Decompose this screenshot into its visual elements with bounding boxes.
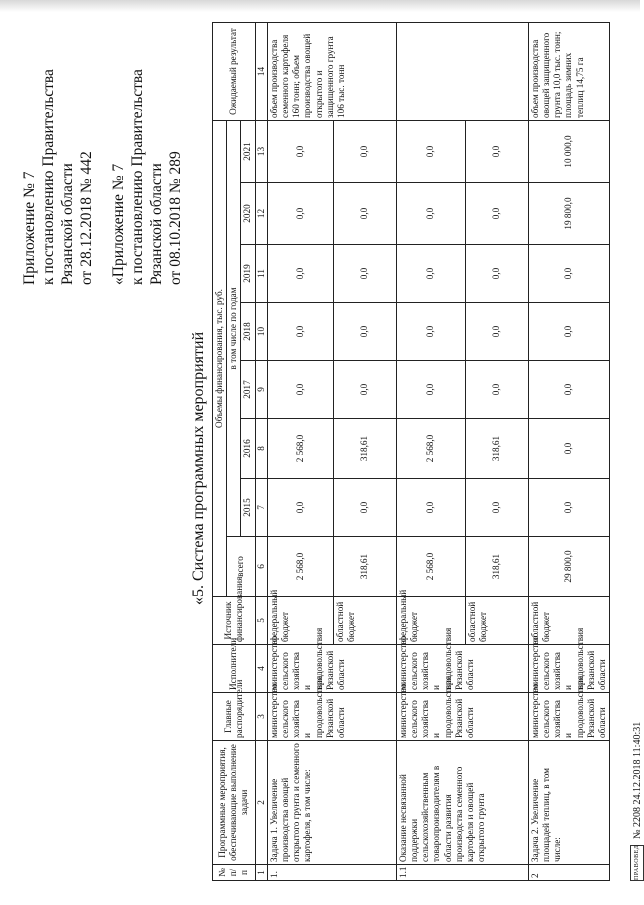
header-source: Источник финансирования: [213, 597, 256, 645]
header-total: всего: [227, 537, 255, 597]
header-line: «Приложение № 7: [110, 163, 127, 285]
table-row: [528, 22, 609, 880]
column-number: 10: [255, 303, 267, 361]
row-executors: министерство сельского хозяйства и продовольствия Рязанской области: [528, 645, 609, 693]
row-year-value: 0,0: [333, 479, 396, 537]
row-executors: министерство сельского хозяйства и продовольствия Рязанской области: [396, 645, 528, 693]
row-year-value: 0,0: [396, 361, 465, 419]
row-manager: министерство сельского хозяйства и продовольствия Рязанской области: [528, 693, 609, 741]
row-total: 318,61: [333, 537, 396, 597]
row-year-value: 2 568,0: [267, 419, 333, 479]
row-total: 29 800,0: [528, 537, 609, 597]
row-year-value: 0,0: [267, 245, 333, 303]
row-year-value: 19 800,0: [528, 183, 609, 245]
row-year-value: 0,0: [528, 303, 609, 361]
row-year-value: 0,0: [396, 303, 465, 361]
column-number: 6: [255, 537, 267, 597]
row-year-value: 0,0: [465, 120, 528, 182]
row-manager: министерство сельского хозяйства и продовольствия Рязанской области: [267, 693, 396, 741]
table-row: [267, 22, 333, 880]
row-program: Задача 2. Увеличение площадей теплиц, в том числе:: [528, 741, 609, 865]
measures-table: [212, 22, 610, 881]
row-year-value: 0,0: [267, 120, 333, 182]
row-year-value: 0,0: [333, 120, 396, 182]
row-year-value: 0,0: [267, 303, 333, 361]
row-year-value: 0,0: [396, 479, 465, 537]
row-program: Оказание несвязанной поддержки сельскохозяйственным товаропроизводителям в области развития производства семенного картофеля и овощей открытого грунта: [396, 741, 528, 865]
row-result: объем производства семенного картофеля 160 тонн; объем производства овощей открытого и защищенного грунта 106 тыс. тонн: [267, 22, 396, 120]
row-year-value: 0,0: [465, 245, 528, 303]
row-year-value: 0,0: [465, 303, 528, 361]
row-source: федеральный бюджет: [396, 597, 465, 645]
measures-table-wrapper: [212, 23, 630, 881]
row-year-value: 0,0: [396, 120, 465, 182]
row-year-value: 0,0: [267, 479, 333, 537]
column-number: 4: [255, 645, 267, 693]
row-manager: министерство сельского хозяйства и продовольствия Рязанской области: [396, 693, 528, 741]
row-number: 1.1: [396, 865, 528, 881]
header-line: от 28.12.2018 № 442: [78, 151, 95, 285]
header-funding: Объемы финансирования, тыс. руб.: [213, 120, 227, 596]
header-line: Рязанской области: [148, 163, 165, 285]
header-year: 2018: [241, 303, 255, 361]
doc-stamp: ПРАВОВЕД: [630, 845, 644, 881]
row-year-value: 0,0: [333, 245, 396, 303]
section-title: «5. Система программных мероприятий: [190, 331, 207, 605]
row-year-value: 0,0: [528, 419, 609, 479]
row-number: 2: [528, 865, 609, 881]
header-line: к постановлению Правительства: [40, 69, 57, 285]
row-year-value: 0,0: [333, 303, 396, 361]
header-year: 2021: [241, 120, 255, 182]
column-number: 7: [255, 479, 267, 537]
header-line: Рязанской области: [59, 163, 76, 285]
footer: [630, 722, 644, 881]
row-program: Задача 1. Увеличение производства овощей открытого грунта и семенного картофеля, в том числе:: [267, 741, 396, 865]
row-total: 2 568,0: [396, 537, 465, 597]
column-number: 2: [255, 741, 267, 865]
header-year: 2015: [241, 479, 255, 537]
header-year: 2016: [241, 419, 255, 479]
header-manager: Главные распорядители: [213, 693, 256, 741]
row-number: 1.: [267, 865, 396, 881]
row-year-value: 0,0: [333, 183, 396, 245]
column-number: 9: [255, 361, 267, 419]
row-year-value: 0,0: [528, 479, 609, 537]
row-total: 2 568,0: [267, 537, 333, 597]
row-source: областной бюджет: [528, 597, 609, 645]
header-by-year: в том числе по годам: [227, 120, 241, 536]
header-num: № п/п: [213, 865, 256, 881]
row-year-value: 0,0: [396, 245, 465, 303]
row-source: федеральный бюджет: [267, 597, 333, 645]
row-year-value: 0,0: [396, 183, 465, 245]
row-year-value: 0,0: [267, 361, 333, 419]
column-number: 1: [255, 865, 267, 881]
column-number: 3: [255, 693, 267, 741]
row-year-value: 318,61: [333, 419, 396, 479]
header-line: Приложение № 7: [21, 171, 38, 285]
row-year-value: 0,0: [528, 245, 609, 303]
header-line: к постановлению Правительства: [129, 69, 146, 285]
row-year-value: 10 000,0: [528, 120, 609, 182]
header-program: Программные мероприятия, обеспечивающие выполнение задачи: [213, 741, 256, 865]
doc-registration: № 2208 24.12.2018 11:40:31: [631, 721, 643, 839]
column-number: 5: [255, 597, 267, 645]
row-result: объем производства овощей защищенного грунта 10,0 тыс. тонн; площадь зимних теплиц 14,75 га: [528, 22, 609, 120]
table-row: [396, 22, 465, 880]
column-number: 11: [255, 245, 267, 303]
column-number: 14: [255, 22, 267, 120]
row-total: 318,61: [465, 537, 528, 597]
column-number: 8: [255, 419, 267, 479]
row-year-value: 2 568,0: [396, 419, 465, 479]
header-line: от 08.10.2018 № 289: [167, 151, 184, 285]
header-executors: Исполнители: [213, 645, 256, 693]
row-year-value: 0,0: [333, 361, 396, 419]
column-number: 13: [255, 120, 267, 182]
header-result: Ожидаемый результат: [213, 22, 256, 120]
header-year: 2017: [241, 361, 255, 419]
header-year: 2020: [241, 183, 255, 245]
row-year-value: 0,0: [465, 479, 528, 537]
appendix-header: [20, 15, 185, 285]
row-year-value: 0,0: [465, 361, 528, 419]
row-executors: министерство сельского хозяйства и продовольствия Рязанской области: [267, 645, 396, 693]
header-year: 2019: [241, 245, 255, 303]
column-number: 12: [255, 183, 267, 245]
row-year-value: 0,0: [267, 183, 333, 245]
row-year-value: 0,0: [465, 183, 528, 245]
row-result: [396, 22, 528, 120]
row-year-value: 0,0: [528, 361, 609, 419]
row-year-value: 318,61: [465, 419, 528, 479]
row-source: областной бюджет: [465, 597, 528, 645]
row-source: областной бюджет: [333, 597, 396, 645]
